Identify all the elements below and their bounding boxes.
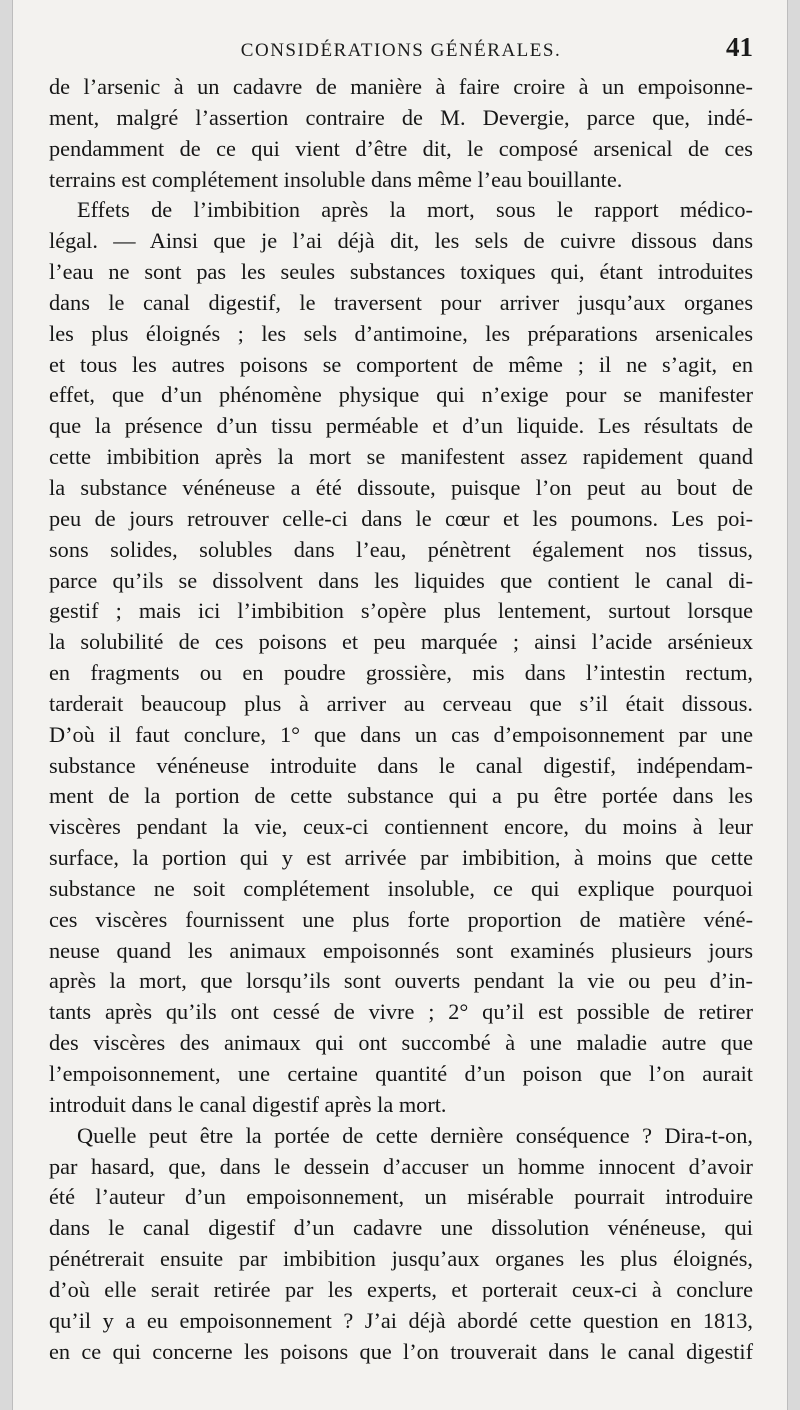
text-line: Quelle peut être la portée de cette dernière conséquence ? Dira-t-on, (77, 1122, 753, 1148)
text-line: cette imbibition après la mort se manifestent assez rapidement quand (49, 444, 753, 470)
book-page (12, 0, 788, 1410)
text-line: substance ne soit complétement insoluble, ce qui explique pourquoi (49, 875, 753, 901)
text-line: en fragments ou en poudre grossière, mis dans l’intestin rectum, (49, 660, 753, 686)
text-line: tarderait beaucoup plus à arriver au cerveau que s’il était dissous. (49, 690, 753, 716)
body-text (49, 72, 753, 1367)
page-number: 41 (726, 32, 753, 62)
text-line: effet, que d’un phénomène physique qui n’exige pour se manifester (49, 382, 753, 408)
text-line: parce qu’ils se dissolvent dans les liquides que contient le canal di- (49, 567, 753, 593)
text-line: viscères pendant la vie, ceux-ci contiennent encore, du moins à leur (49, 814, 753, 840)
text-line: neuse quand les animaux empoisonnés sont examinés plusieurs jours (49, 937, 753, 963)
text-line: dans le canal digestif, le traversent pour arriver jusqu’aux organes (49, 289, 753, 315)
text-line: substance vénéneuse introduite dans le canal digestif, indépendam- (49, 752, 753, 778)
text-line: l’empoisonnement, une certaine quantité d’un poison que l’on aurait (49, 1061, 753, 1086)
text-line: après la mort, que lorsqu’ils sont ouverts pendant la vie ou peu d’in- (49, 968, 753, 994)
text-line: les plus éloignés ; les sels d’antimoine, les préparations arsenicales (49, 320, 753, 346)
text-line: que la présence d’un tissu perméable et d’un liquide. Les résultats de (49, 413, 753, 439)
text-line: des viscères des animaux qui ont succombé à une maladie autre que (49, 1030, 753, 1056)
text-line: en ce qui concerne les poisons que l’on trouverait dans le canal digestif (49, 1338, 753, 1364)
text-line: dans le canal digestif d’un cadavre une dissolution vénéneuse, qui (49, 1215, 753, 1241)
page-header (49, 30, 753, 70)
text-line: D’où il faut conclure, 1° que dans un cas d’empoisonnement par une (49, 721, 753, 747)
text-line: et tous les autres poisons se comportent de même ; il ne s’agit, en (49, 351, 753, 377)
text-line: qu’il y a eu empoisonnement ? J’ai déjà abordé cette question en 1813, (49, 1307, 753, 1333)
text-line: gestif ; mais ici l’imbibition s’opère plus lentement, surtout lorsque (49, 598, 753, 624)
text-line: d’où elle serait retirée par les experts, et porterait ceux-ci à conclure (49, 1276, 753, 1302)
section-heading-line: Effets de l’imbibition après la mort, sous le rapport médico- (77, 197, 753, 223)
text-line: été l’auteur d’un empoisonnement, un misérable pourrait introduire (49, 1184, 753, 1210)
text-line: ces viscères fournissent une plus forte proportion de matière véné- (49, 906, 753, 932)
text-line: l’eau ne sont pas les seules substances toxiques qui, étant introduites (49, 259, 753, 285)
text-line: terrains est complétement insoluble dans même l’eau bouillante. (49, 166, 623, 192)
text-line: la substance vénéneuse a été dissoute, puisque l’on peut au bout de (49, 474, 753, 500)
text-line: ment de la portion de cette substance qui a pu être portée dans les (49, 783, 753, 809)
text-line: la solubilité de ces poisons et peu marquée ; ainsi l’acide arsénieux (49, 629, 753, 655)
text-line: légal. — Ainsi que je l’ai déjà dit, les sels de cuivre dissous dans (49, 228, 753, 254)
text-line: peu de jours retrouver celle-ci dans le cœur et les poumons. Les poi- (49, 505, 753, 531)
text-line: pendamment de ce qui vient d’être dit, le composé arsenical de ces (49, 135, 753, 161)
text-line: introduit dans le canal digestif après la mort. (49, 1091, 447, 1117)
text-line: de l’arsenic à un cadavre de manière à faire croire à un empoisonne- (49, 74, 753, 99)
text-line: par hasard, que, dans le dessein d’accuser un homme innocent d’avoir (49, 1153, 753, 1179)
text-line: sons solides, solubles dans l’eau, pénètrent également nos tissus, (49, 536, 753, 562)
text-line: tants après qu’ils ont cessé de vivre ; 2° qu’il est possible de retirer (49, 999, 753, 1025)
text-line: pénétrerait ensuite par imbibition jusqu’aux organes les plus éloignés, (49, 1246, 753, 1272)
text-line: surface, la portion qui y est arrivée par imbibition, à moins que cette (49, 845, 753, 871)
text-line: ment, malgré l’assertion contraire de M. Devergie, parce que, indé- (49, 104, 753, 130)
running-title: CONSIDÉRATIONS GÉNÉRALES. (240, 40, 562, 61)
